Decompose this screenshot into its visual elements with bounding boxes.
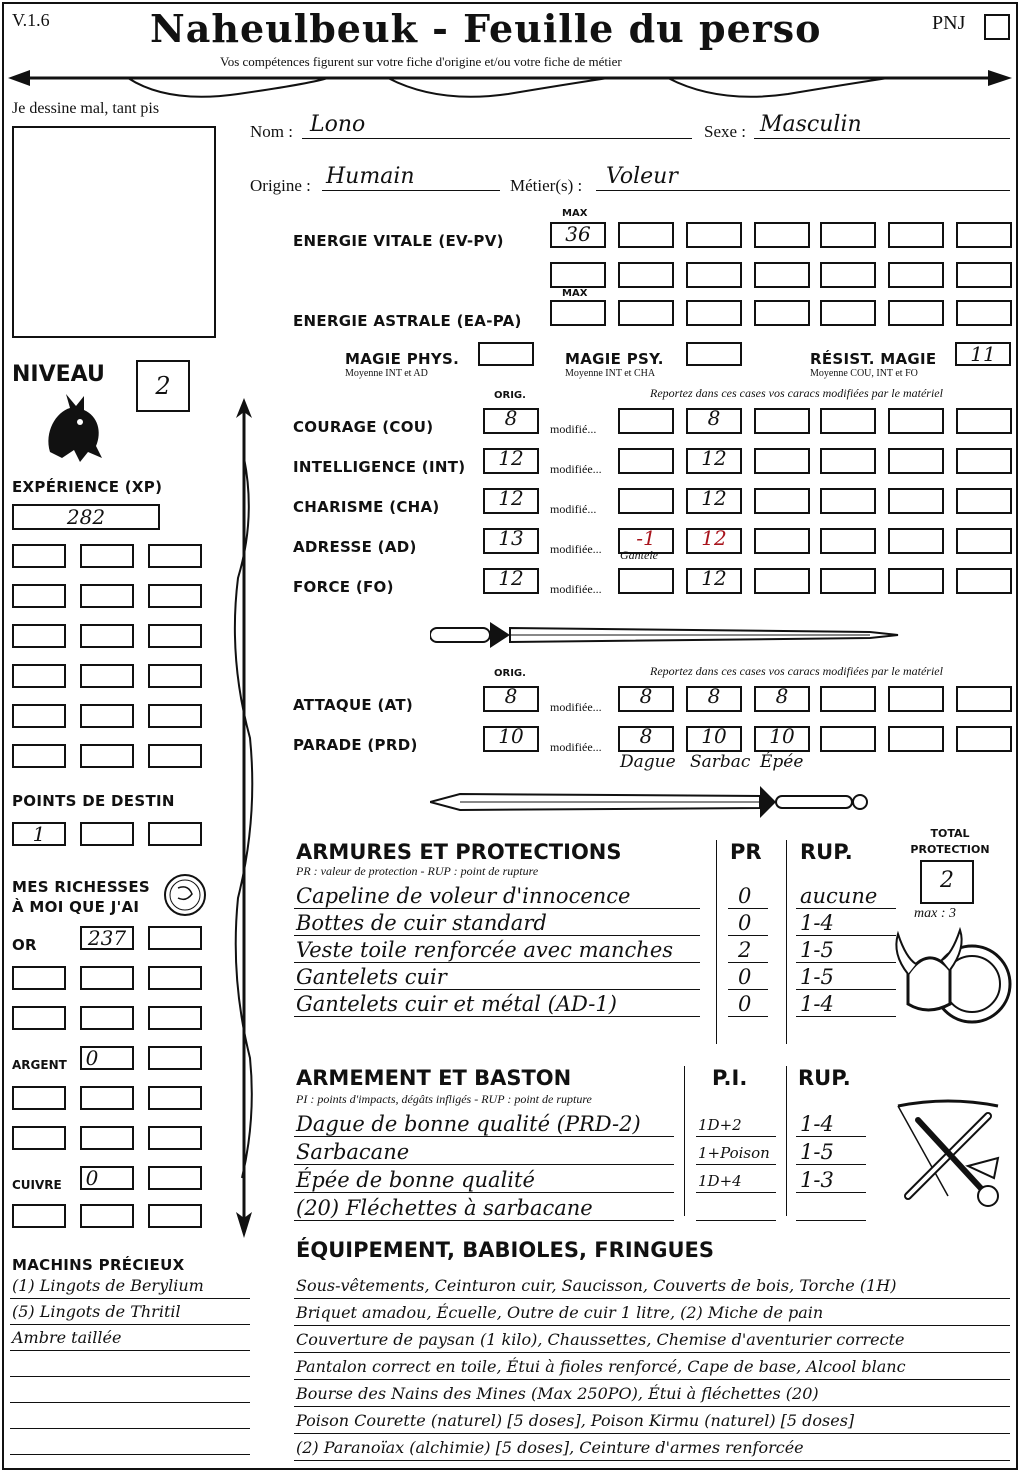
ea-max-label: MAX	[562, 288, 588, 299]
xp-box[interactable]	[12, 584, 66, 608]
xp-box[interactable]	[80, 744, 134, 768]
xp-box[interactable]	[148, 744, 202, 768]
armor-pr[interactable]: 0	[738, 911, 752, 935]
combat-mod-value: 8	[639, 724, 653, 748]
cuivre-label: CUIVRE	[12, 1178, 62, 1192]
nom-line	[302, 138, 692, 139]
ea-box[interactable]	[618, 300, 674, 326]
armor-rup[interactable]: 1-5	[800, 938, 834, 962]
cuivre-box-5[interactable]	[148, 1204, 202, 1228]
origine-value[interactable]: Humain	[326, 164, 415, 189]
ev-box[interactable]	[686, 262, 742, 288]
armor-pr-line	[728, 935, 768, 936]
xp-box[interactable]	[148, 584, 202, 608]
or-label: OR	[12, 936, 37, 954]
argent-box-8[interactable]	[148, 1126, 202, 1150]
or-box-6[interactable]	[12, 1006, 66, 1030]
armor-pr[interactable]: 0	[738, 965, 752, 989]
ev-max-box[interactable]	[550, 222, 606, 248]
stats-report-note: Reportez dans ces cases vos caracs modifiées par le matériel	[650, 386, 943, 400]
stat-mod-2-value: 12	[701, 486, 727, 510]
weapon-name[interactable]: Épée de bonne qualité	[296, 1168, 535, 1192]
total-protection-label: TOTAL PROTECTION	[910, 827, 990, 856]
equipment-item[interactable]: Sous-vêtements, Ceinturon cuir, Saucisson, Couverts de bois, Torche (1H)	[296, 1276, 897, 1295]
armor-rup-line	[796, 935, 896, 936]
ev-box[interactable]	[550, 262, 606, 288]
equipment-line	[294, 1298, 1010, 1299]
or-box-8[interactable]	[148, 1006, 202, 1030]
weapon-rup[interactable]: 1-4	[800, 1112, 834, 1136]
stat-mod-label: modifiée...	[550, 542, 602, 556]
weapon-pi-line	[696, 1192, 776, 1193]
argent-box-3[interactable]	[12, 1086, 66, 1110]
rup-header-armor: RUP.	[800, 840, 853, 864]
argent-box-4[interactable]	[80, 1086, 134, 1110]
xp-box[interactable]	[12, 704, 66, 728]
equipment-line	[294, 1460, 1010, 1461]
xp-box[interactable]	[12, 504, 160, 530]
xp-box[interactable]	[12, 624, 66, 648]
stat-label: FORCE (FO)	[293, 578, 394, 596]
stat-mod-box[interactable]	[956, 488, 1012, 514]
stat-orig-value: 12	[498, 566, 524, 590]
equipment-item[interactable]: Bourse des Nains des Mines (Max 250PO), Étui à fléchettes (20)	[296, 1384, 819, 1403]
armor-name[interactable]: Veste toile renforcée avec manches	[296, 938, 674, 962]
ev-box[interactable]	[956, 222, 1012, 248]
ev-label: ENERGIE VITALE (EV-PV)	[293, 232, 504, 250]
xp-label: EXPÉRIENCE (XP)	[12, 478, 163, 496]
magie-psy-label: MAGIE PSY.	[565, 350, 664, 368]
armures-title: ARMURES ET PROTECTIONS	[296, 840, 622, 864]
ev-box[interactable]	[820, 262, 876, 288]
ea-box[interactable]	[820, 300, 876, 326]
cuivre-box-3[interactable]	[12, 1204, 66, 1228]
or-box[interactable]	[80, 926, 134, 950]
armor-pr[interactable]: 0	[738, 884, 752, 908]
niveau-value: 2	[155, 372, 171, 400]
sexe-label: Sexe :	[704, 122, 747, 141]
combat-mod-box[interactable]	[820, 686, 876, 712]
stat-label: INTELLIGENCE (INT)	[293, 458, 466, 476]
armor-col-divider-2	[786, 840, 787, 1044]
stat-mod-label: modifiée...	[550, 582, 602, 596]
helmet-shield-icon	[888, 924, 1014, 1030]
stat-orig-value: 8	[504, 406, 518, 430]
portrait-caption: Je dessine mal, tant pis	[12, 100, 160, 117]
equipment-line	[294, 1433, 1010, 1434]
pr-header: PR	[730, 840, 762, 864]
total-protection-value: 2	[940, 868, 954, 893]
weapon-rup[interactable]: 1-5	[800, 1140, 834, 1164]
argent-value: 0	[85, 1046, 99, 1070]
niveau-box[interactable]	[136, 360, 190, 412]
combat-mod-value: 8	[707, 684, 721, 708]
stat-mod-box[interactable]	[820, 488, 876, 514]
equipment-item[interactable]: Couverture de paysan (1 kilo), Chaussettes, Chemise d'aventurier correcte	[296, 1330, 905, 1349]
magie-phys-label: MAGIE PHYS.	[345, 350, 460, 368]
xp-box[interactable]	[80, 704, 134, 728]
stat-mod-box[interactable]	[888, 408, 944, 434]
nom-label: Nom :	[250, 122, 293, 141]
weapon-name-label: Sarbac	[690, 752, 751, 772]
stat-orig-value: 13	[498, 526, 524, 550]
stat-mod-2-value: 8	[707, 406, 721, 430]
armor-pr-line	[728, 908, 768, 909]
attaque-label: ATTAQUE (AT)	[293, 696, 414, 714]
weapon-pi[interactable]: 1D+2	[698, 1116, 742, 1134]
or-box-4[interactable]	[80, 966, 134, 990]
ev-box[interactable]	[686, 222, 742, 248]
weapon-col-divider-1	[684, 1066, 685, 1216]
pnj-label: PNJ	[932, 12, 966, 34]
armor-pr[interactable]: 0	[738, 992, 752, 1016]
armor-line	[294, 935, 700, 936]
armor-line	[294, 962, 700, 963]
crossed-weapons-icon	[888, 1096, 1014, 1214]
parade-label: PARADE (PRD)	[293, 736, 418, 754]
weapon-col-divider-2	[786, 1066, 787, 1216]
ev-box[interactable]	[956, 262, 1012, 288]
stat-label: ADRESSE (AD)	[293, 538, 417, 556]
combat-orig-value: 10	[498, 724, 524, 748]
armor-col-divider-1	[716, 840, 717, 1044]
armor-name[interactable]: Capeline de voleur d'innocence	[296, 884, 631, 908]
xp-box[interactable]	[148, 664, 202, 688]
combat-mod-value: 8	[775, 684, 789, 708]
ea-box[interactable]	[754, 300, 810, 326]
xp-box[interactable]	[80, 624, 134, 648]
or-box-7[interactable]	[80, 1006, 134, 1030]
ev-box[interactable]	[618, 262, 674, 288]
weapon-pi-line	[696, 1220, 776, 1221]
weapon-rup-line	[796, 1136, 866, 1137]
ev-box[interactable]	[754, 222, 810, 248]
xp-box[interactable]	[148, 544, 202, 568]
ev-max-label: MAX	[562, 208, 588, 219]
destin-label: POINTS DE DESTIN	[12, 792, 175, 810]
or-box-2[interactable]	[148, 926, 202, 950]
magie-psy-box[interactable]	[686, 342, 742, 366]
ev-box[interactable]	[820, 222, 876, 248]
precious-line	[10, 1350, 250, 1351]
stat-mod-box[interactable]	[956, 408, 1012, 434]
or-value: 237	[87, 926, 127, 950]
cuivre-value: 0	[85, 1166, 99, 1190]
ev-max-value: 36	[565, 222, 591, 246]
armor-pr-line	[728, 1016, 768, 1017]
precious-item[interactable]: (1) Lingots de Berylium	[12, 1276, 204, 1295]
xp-box[interactable]	[148, 624, 202, 648]
resist-magie-note: Moyenne COU, INT et FO	[810, 368, 918, 379]
argent-box-2[interactable]	[148, 1046, 202, 1070]
xp-value: 282	[66, 505, 106, 529]
max-protection-label: max : 3	[914, 906, 956, 921]
combat-mod-label: modifiée...	[550, 700, 602, 714]
weapon-pi[interactable]: 1+Poison	[698, 1144, 770, 1162]
stat-mod-box[interactable]	[956, 448, 1012, 474]
xp-box[interactable]	[80, 584, 134, 608]
nom-value[interactable]: Lono	[310, 112, 366, 137]
armor-name[interactable]: Gantelets cuir	[296, 965, 447, 989]
stat-mod-box[interactable]	[956, 568, 1012, 594]
stat-mod-box[interactable]	[754, 488, 810, 514]
weapon-line	[294, 1220, 674, 1221]
resist-magie-value: 11	[970, 342, 996, 366]
xp-box[interactable]	[80, 664, 134, 688]
ev-box[interactable]	[754, 262, 810, 288]
combat-mod-box[interactable]	[888, 726, 944, 752]
resist-magie-box[interactable]	[955, 342, 1011, 366]
portrait-box[interactable]	[12, 126, 216, 338]
armor-rup-line	[796, 908, 896, 909]
equipement-title: ÉQUIPEMENT, BABIOLES, FRINGUES	[296, 1238, 714, 1262]
weapon-pi-line	[696, 1164, 776, 1165]
armor-pr-line	[728, 989, 768, 990]
armor-rup[interactable]: 1-4	[800, 911, 834, 935]
metier-line	[596, 190, 1010, 191]
stat-mod-box[interactable]	[888, 568, 944, 594]
armor-rup-line	[796, 989, 896, 990]
stat-mod-box[interactable]	[888, 448, 944, 474]
weapon-pi-line	[696, 1136, 776, 1137]
stat-mod-1-value: -1	[636, 526, 656, 550]
combat-mod-value: 10	[701, 724, 727, 748]
stat-mod-box[interactable]	[618, 568, 674, 594]
vertical-spear-ornament	[228, 398, 260, 1238]
precious-item[interactable]: (5) Lingots de Thritil	[12, 1302, 181, 1321]
armor-rup-line	[796, 1016, 896, 1017]
equipment-line	[294, 1379, 1010, 1380]
ea-box[interactable]	[888, 300, 944, 326]
niveau-label: NIVEAU	[12, 362, 105, 387]
argent-box-7[interactable]	[80, 1126, 134, 1150]
stat-orig-value: 12	[498, 486, 524, 510]
or-box-3[interactable]	[12, 966, 66, 990]
armor-pr-line	[728, 962, 768, 963]
armor-rup[interactable]: aucune	[800, 884, 878, 908]
ea-max-box[interactable]	[550, 300, 606, 326]
precious-line	[10, 1428, 250, 1429]
xp-box[interactable]	[148, 704, 202, 728]
xp-box[interactable]	[80, 544, 134, 568]
weapon-line	[294, 1164, 674, 1165]
ea-box[interactable]	[686, 300, 742, 326]
combat-mod-box[interactable]	[820, 726, 876, 752]
argent-box-6[interactable]	[12, 1126, 66, 1150]
stat-label: CHARISME (CHA)	[293, 498, 440, 516]
combat-mod-value: 8	[639, 684, 653, 708]
weapon-line	[294, 1192, 674, 1193]
combat-report-note: Reportez dans ces cases vos caracs modifiées par le matériel	[650, 664, 943, 678]
equipment-line	[294, 1325, 1010, 1326]
weapon-rup-line	[796, 1192, 866, 1193]
stat-mod-box[interactable]	[820, 408, 876, 434]
destin-box-3[interactable]	[148, 822, 202, 846]
weapon-name-label: Épée	[760, 752, 804, 772]
stat-mod-box[interactable]	[754, 568, 810, 594]
magie-psy-note: Moyenne INT et CHA	[565, 368, 656, 379]
sword-ornament-1	[430, 612, 900, 658]
magie-phys-note: Moyenne INT et AD	[345, 368, 428, 379]
stat-mod-box[interactable]	[888, 528, 944, 554]
sheet-subtitle: Vos compétences figurent sur votre fiche d'origine et/ou votre fiche de métier	[220, 54, 622, 69]
armures-note: PR : valeur de protection - RUP : point de rupture	[296, 864, 539, 878]
weapon-name-label: Dague	[620, 752, 676, 772]
ev-box[interactable]	[618, 222, 674, 248]
ea-box[interactable]	[956, 300, 1012, 326]
stat-mod-box[interactable]	[820, 448, 876, 474]
armor-rup[interactable]: 1-5	[800, 965, 834, 989]
stat-mod-box[interactable]	[618, 448, 674, 474]
stat-mod-label: modifiée...	[550, 462, 602, 476]
equipment-line	[294, 1352, 1010, 1353]
stat-mod-box[interactable]	[618, 488, 674, 514]
combat-mod-box[interactable]	[888, 686, 944, 712]
armor-pr[interactable]: 2	[738, 938, 752, 962]
weapon-pi[interactable]: 1D+4	[698, 1172, 742, 1190]
ev-box[interactable]	[888, 262, 944, 288]
machins-label: MACHINS PRÉCIEUX	[12, 1256, 185, 1274]
armor-rup[interactable]: 1-4	[800, 992, 834, 1016]
sexe-line	[754, 138, 1010, 139]
combat-mod-box[interactable]	[956, 686, 1012, 712]
sheet-title: Naheulbeuk - Feuille du perso	[150, 6, 822, 51]
cuivre-box-4[interactable]	[80, 1204, 134, 1228]
richesses-label-2: À MOI QUE J'AI	[12, 898, 140, 916]
armor-line	[294, 908, 700, 909]
armor-line	[294, 1016, 700, 1017]
stats-orig-label: ORIG.	[494, 390, 526, 401]
weapon-name[interactable]: Sarbacane	[296, 1140, 410, 1164]
armement-title: ARMEMENT ET BASTON	[296, 1066, 572, 1090]
combat-mod-value: 10	[769, 724, 795, 748]
rup-header-weapons: RUP.	[798, 1066, 851, 1090]
stat-mod-label: modifié...	[550, 502, 597, 516]
sexe-value[interactable]: Masculin	[760, 112, 862, 137]
equipment-item[interactable]: Pantalon correct en toile, Étui à fioles renforcé, Cape de base, Alcool blanc	[296, 1357, 906, 1376]
xp-box[interactable]	[12, 544, 66, 568]
richesses-label-1: MES RICHESSES	[12, 878, 151, 896]
origine-line	[322, 190, 500, 191]
argent-box[interactable]	[80, 1046, 134, 1070]
equipment-item[interactable]: Poison Courette (naturel) [5 doses], Poison Kirmu (naturel) [5 doses]	[296, 1411, 855, 1430]
equipment-item[interactable]: (2) Paranoïax (alchimie) [5 doses], Ceinture d'armes renforcée	[296, 1438, 804, 1457]
armor-rup-line	[796, 962, 896, 963]
stat-mod-label: modifié...	[550, 422, 597, 436]
metier-value[interactable]: Voleur	[606, 164, 678, 189]
stat-mod-box[interactable]	[888, 488, 944, 514]
dragon-icon	[40, 392, 106, 464]
combat-mod-box[interactable]	[956, 726, 1012, 752]
cuivre-box[interactable]	[80, 1166, 134, 1190]
pnj-checkbox[interactable]	[984, 14, 1010, 40]
equipment-item[interactable]: Briquet amadou, Écuelle, Outre de cuir 1 litre, (2) Miche de pain	[296, 1303, 824, 1322]
xp-box[interactable]	[12, 744, 66, 768]
precious-line	[10, 1376, 250, 1377]
pi-header: P.I.	[712, 1066, 748, 1090]
stat-mod-box[interactable]	[754, 528, 810, 554]
ev-box[interactable]	[888, 222, 944, 248]
precious-line	[10, 1454, 250, 1455]
destin-box-2[interactable]	[80, 822, 134, 846]
stat-mod-box[interactable]	[618, 408, 674, 434]
origine-label: Origine :	[250, 176, 311, 195]
weapon-rup-line	[796, 1220, 866, 1221]
combat-mod-label: modifiée...	[550, 740, 602, 754]
weapon-name[interactable]: (20) Fléchettes à sarbacane	[296, 1196, 593, 1220]
armor-name[interactable]: Gantelets cuir et métal (AD-1)	[296, 992, 617, 1016]
armement-note: PI : points d'impacts, dégâts infligés - RUP : point de rupture	[296, 1092, 592, 1106]
weapon-rup-line	[796, 1164, 866, 1165]
stat-mod-box[interactable]	[820, 528, 876, 554]
precious-line	[10, 1324, 250, 1325]
stat-mod-box[interactable]	[754, 408, 810, 434]
destin-box-1[interactable]	[12, 822, 66, 846]
stat-mod-box[interactable]	[820, 568, 876, 594]
magie-phys-box[interactable]	[478, 342, 534, 366]
cuivre-box-2[interactable]	[148, 1166, 202, 1190]
stat-mod-2-value: 12	[701, 566, 727, 590]
sword-ornament-2	[430, 782, 870, 822]
armor-name[interactable]: Bottes de cuir standard	[296, 911, 547, 935]
weapon-line	[294, 1136, 674, 1137]
armor-line	[294, 989, 700, 990]
version-label: V.1.6	[12, 10, 50, 30]
stat-mod-box[interactable]	[956, 528, 1012, 554]
destin-value: 1	[32, 822, 46, 846]
stat-orig-value: 12	[498, 446, 524, 470]
precious-item[interactable]: Ambre taillée	[12, 1328, 122, 1347]
stat-mod-box[interactable]	[754, 448, 810, 474]
stat-mod-2-value: 12	[701, 446, 727, 470]
ea-label: ENERGIE ASTRALE (EA-PA)	[293, 312, 522, 330]
xp-box[interactable]	[12, 664, 66, 688]
weapon-name[interactable]: Dague de bonne qualité (PRD-2)	[296, 1112, 641, 1136]
stat-label: COURAGE (COU)	[293, 418, 434, 436]
equipment-line	[294, 1406, 1010, 1407]
combat-orig-value: 8	[504, 684, 518, 708]
resist-magie-label: RÉSIST. MAGIE	[810, 350, 937, 368]
total-protection-box[interactable]	[920, 860, 974, 904]
precious-line	[10, 1298, 250, 1299]
argent-box-5[interactable]	[148, 1086, 202, 1110]
or-box-5[interactable]	[148, 966, 202, 990]
stat-mod-2-value: 12	[701, 526, 727, 550]
precious-line	[10, 1402, 250, 1403]
weapon-rup[interactable]: 1-3	[800, 1168, 834, 1192]
stat-mod-note: Gantele	[620, 548, 658, 562]
coin-icon	[162, 872, 208, 918]
metier-label: Métier(s) :	[510, 176, 583, 195]
combat-orig-label: ORIG.	[494, 668, 526, 679]
argent-label: ARGENT	[12, 1058, 67, 1072]
